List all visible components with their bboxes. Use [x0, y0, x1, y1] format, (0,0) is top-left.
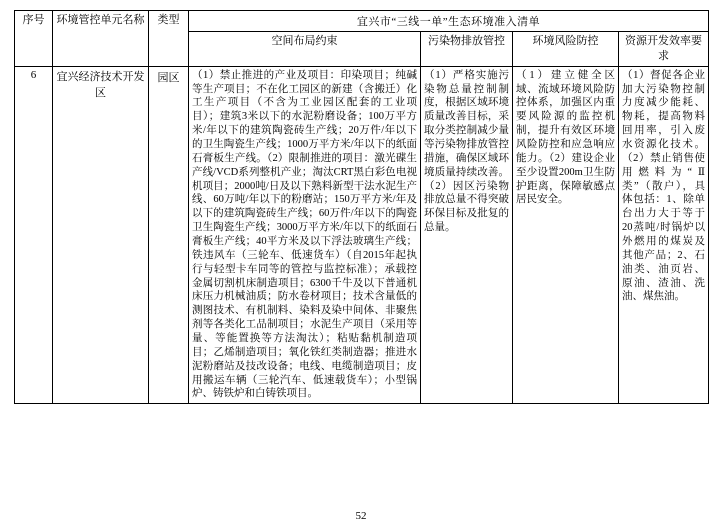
- column-header-unit-name: 环境管控单元名称: [53, 11, 149, 67]
- cell-type: 园区: [149, 66, 189, 404]
- column-header-type: 类型: [149, 11, 189, 67]
- cell-seq: 6: [15, 66, 53, 404]
- column-header-seq: 序号: [15, 11, 53, 67]
- cell-risk-prevention: （1）建立健全区域、流域环境风险防控体系，加强区内重要风险源的监控机制，提升有效区环境风险防控和应急响应能力。（2）建设企业至少设置200m卫生防护距离，保障敏感点居民安全。: [513, 66, 619, 404]
- eco-access-list-table: [14, 10, 709, 404]
- column-header-resource: 资源开发效率要求: [619, 32, 709, 67]
- cell-resource-efficiency: （1）督促各企业加大污染物控制力度减少能耗、物耗，提高物料回用率，引入废水资源化技术。（2）禁止销售使用燃料为“Ⅱ类”（散户），具体包括：1、除单台出力大于等于20蒸吨/时锅炉以外燃用的煤炭及其他产品；2、石油类、油页岩、原油、渣油、洗油、煤焦油。: [619, 66, 709, 404]
- column-header-risk: 环境风险防控: [513, 32, 619, 67]
- cell-pollution-control: （1）严格实施污染物总量控制制度，根据区域环境质量改善目标，采取分类控制减少量等污染物排放管控措施，确保区域环境质量持续改善。（2）因区污染物排放总量不得突破环保目标及批复的总量。: [421, 66, 513, 404]
- column-group-header: 宜兴市“三线一单”生态环境准入清单: [189, 11, 709, 32]
- page-number: 52: [355, 510, 367, 522]
- table-row: [15, 66, 709, 404]
- table-header-row-group: [15, 11, 709, 32]
- column-header-space: 空间布局约束: [189, 32, 421, 67]
- cell-space-constraints: （1）禁止推进的产业及项目：印染项目；纯碱等生产项目；不在化工园区的新建（含搬迁）化工生产项目（不含为工业园区配套的工业项目）；建筑3米以下的水泥粉磨设备；100万平方米/年以下的建筑陶瓷砖生产线；20万件/年以下的卫生陶瓷生产线；1000万平方米/年以下的纸面石膏板生产线。（2）限制推进的项目：激光碟生产线/VCD系列整机产业；淘汰CRT黑白彩色电视机项目；2000吨/日及以下熟料新型干法水泥生产线、60万吨/年以下的粉磨站；150万平方米/年及以下的建筑陶瓷砖生产线；60万件/年以下的陶瓷卫生陶瓷生产线；3000万平方米/年以下的纸面石膏板生产线；40平方米及以下浮法玻璃生产线；铁违风车（三轮车、低速货车）（自2015年起执行与轻型卡车同等的管控与监控标准）；承载控金属切割机床制造项目；6300千牛及以下普通机床压力机械油质；防水卷材项目；技术含量低的测图技术、有机制料、染料及染中间体、非聚焦剂等各类化工品制项目；水泥生产项目（采用等量、等能置换等方法淘汰）；粘贴黏机制造项目；乙烯制造项目；氧化铁红类制造器；推进水泥粉磨站及技改设备；电线、电缆制造项目；皮用搬运车辆（三轮汽车、低速载货车）；小型锅炉、铸铁炉和白铸铁项目。: [189, 66, 421, 404]
- cell-unit-name: 宜兴经济技术开发区: [53, 66, 149, 404]
- column-header-pollution: 污染物排放管控: [421, 32, 513, 67]
